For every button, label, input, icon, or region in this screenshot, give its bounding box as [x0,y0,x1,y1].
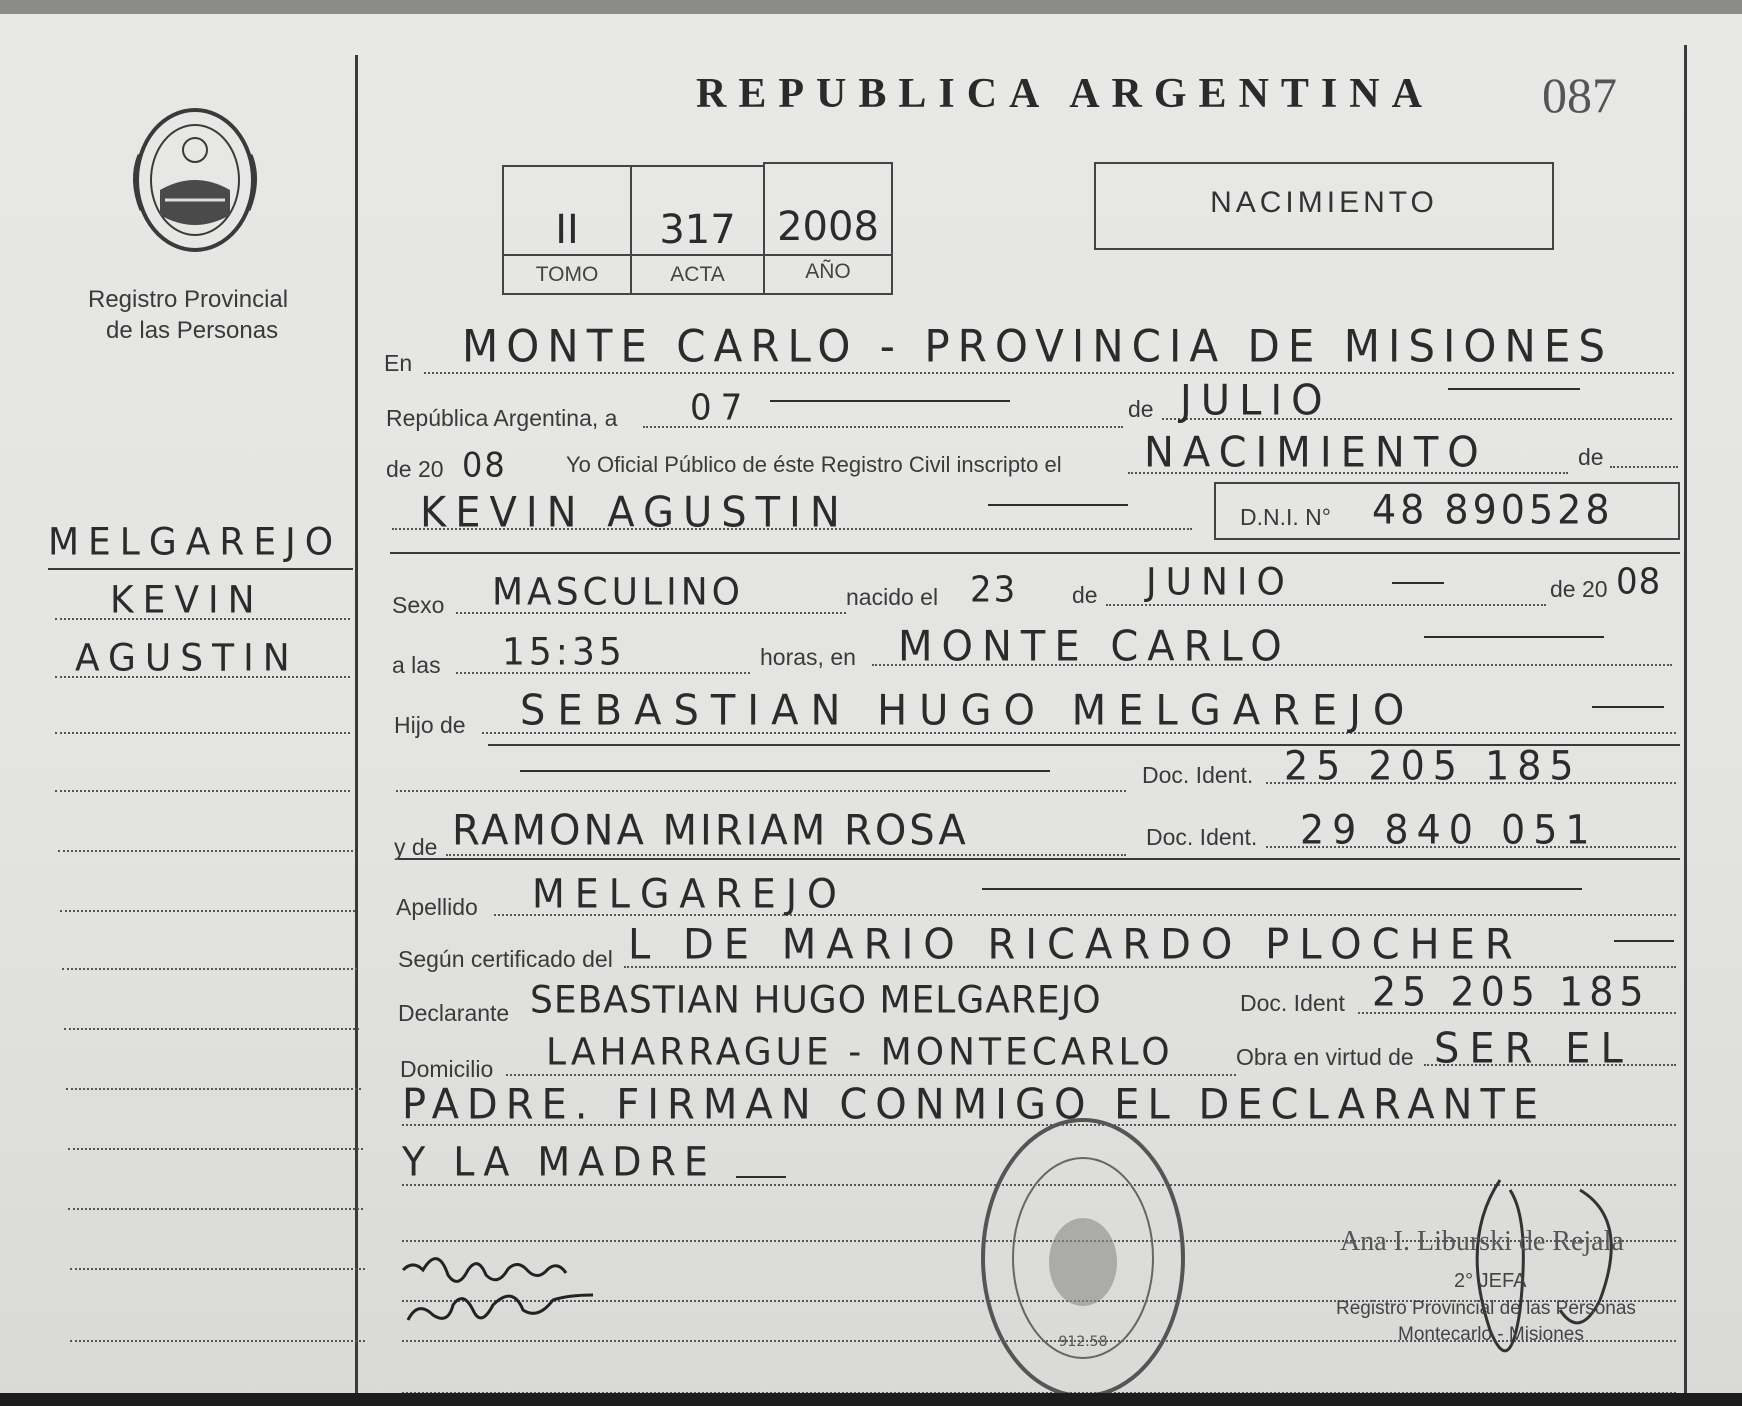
anio-value: 2008 [777,204,879,250]
dotline [1610,466,1678,468]
value-mes: JULIO [1180,376,1332,426]
bottom-edge [0,1393,1742,1406]
label-y-de: y de [394,834,438,860]
label-doc-ident-madre: Doc. Ident. [1146,824,1258,850]
tomo-label: TOMO [535,263,599,286]
margin-underline [48,568,353,570]
top-edge [0,0,1742,14]
label-doc-ident-declarante: Doc. Ident [1240,990,1345,1016]
dotline [392,528,1192,530]
acta-type-box [1094,162,1554,250]
tomo-value: II [555,207,579,253]
margin-rule [355,55,358,1400]
value-madre: RAMONA MIRIAM ROSA [452,806,969,856]
right-rule [1684,45,1687,1400]
margin-dotline [55,618,350,620]
dash [1424,636,1604,638]
value-mes-nac: JUNIO [1146,560,1294,605]
label-hijo-de: Hijo de [394,712,466,738]
label-segun: Según certificado del [398,946,613,972]
value-domicilio: LAHARRAGUE - MONTECARLO [546,1030,1174,1075]
acta-value: 317 [659,207,736,253]
folio-number: 087 [1542,67,1617,123]
svg-text:912.58: 912.58 [1058,1334,1108,1350]
value-obra: SER EL [1434,1024,1633,1074]
label-doc-ident-padre: Doc. Ident. [1142,762,1254,788]
declarant-signature-icon [398,1240,688,1350]
value-certificado: L DE MARIO RICARDO PLOCHER [628,920,1523,970]
label-de: de [1128,396,1154,422]
record-box-divider [504,254,892,256]
label-obra: Obra en virtud de [1236,1044,1414,1070]
anio-cell [763,162,893,295]
value-nombre: KEVIN AGUSTIN [420,488,849,538]
section-rule [398,858,1680,860]
official-name: Ana I. Liburski de Rejala [1340,1226,1624,1257]
acta-cell [630,165,765,295]
dash [1614,940,1674,942]
margin-dotline [66,1088,361,1090]
section-rule [390,552,1680,554]
dash [982,888,1582,890]
label-apellido: Apellido [396,894,478,920]
label-republica: República Argentina, a [386,405,618,431]
tomo-cell [502,165,632,295]
margin-dotline [55,790,350,792]
dotline [424,372,1674,374]
margin-dotline [58,850,353,852]
label-de2000: de 20 [1550,576,1608,602]
official-office: Registro Provincial de las Personas [1336,1298,1636,1319]
dotline [506,1074,1236,1076]
label-a-las: a las [392,652,441,678]
provincial-seal-icon [120,95,270,265]
registry-line1: Registro Provincial [88,286,289,313]
registry-line2: de las Personas [106,317,279,344]
label-nacido: nacido el [846,584,939,610]
anio-label: AÑO [805,260,851,283]
official-rank: 2° JEFA [1454,1270,1527,1292]
value-doc-declarante: 25 205 185 [1372,968,1650,1016]
official-place: Montecarlo - Misiones [1398,1324,1584,1345]
margin-name2: AGUSTIN [75,636,299,681]
margin-dotline [55,676,350,678]
registry-stamp-icon [976,1112,1190,1404]
value-lugar-nac: MONTE CARLO [898,622,1291,672]
value-anio-nac: 08 [1616,561,1662,603]
value-acto: NACIMIENTO [1144,428,1488,478]
margin-surname: MELGAREJO [48,520,343,565]
value-lugar: MONTE CARLO - PROVINCIA DE MISIONES [462,320,1614,373]
margin-dotline [70,1340,365,1342]
value-declarante: SEBASTIAN HUGO MELGAREJO [530,978,1102,1023]
label-declarante: Declarante [398,1000,510,1026]
label-horas-en: horas, en [760,644,856,670]
country-title: REPUBLICA ARGENTINA [696,71,1434,117]
margin-name1: KEVIN [110,578,264,623]
value-hora: 15:35 [502,630,626,675]
dotline [396,790,1126,792]
dash [988,504,1128,506]
value-apellido: MELGAREJO [532,870,847,918]
value-doc-padre: 25 205 185 [1284,742,1582,790]
value-dia-nac: 23 [970,569,1018,611]
label-yo-oficial: Yo Oficial Público de éste Registro Civil inscripto el [566,452,1062,477]
label-de-acto: de [1578,444,1604,470]
dash [736,1176,786,1178]
dash [1392,582,1444,584]
margin-dotline [55,732,350,734]
value-doc-madre: 29 840 051 [1300,806,1598,854]
label-en: En [384,350,413,376]
margin-dotline [64,1028,359,1030]
dash [1592,706,1664,708]
label-domicilio: Domicilio [400,1056,494,1082]
dotline [1128,472,1568,474]
label-sexo: Sexo [392,592,445,618]
margin-dotline [70,1268,365,1270]
value-anio-corto: 08 [462,445,507,485]
dotline [1106,604,1546,606]
margin-dotline [60,910,355,912]
label-dni: D.N.I. N° [1240,504,1331,530]
dotline [446,854,1126,856]
value-sexo: MASCULINO [492,570,744,615]
margin-dotline [68,1208,363,1210]
dash [770,400,1010,402]
value-obra-cont2: Y LA MADRE [402,1138,716,1186]
margin-dotline [68,1148,363,1150]
dash [1448,388,1580,390]
value-dia: 07 [690,387,752,429]
acta-type: NACIMIENTO [1210,186,1438,219]
value-obra-cont1: PADRE. FIRMAN CONMIGO EL DECLARANTE [402,1080,1547,1130]
dash [520,770,1050,772]
label-de20: de 20 [386,456,444,482]
value-dni: 48 890528 [1372,486,1614,534]
value-padre: SEBASTIAN HUGO MELGAREJO [520,686,1417,736]
label-de-mes: de [1072,582,1098,608]
margin-dotline [62,968,357,970]
dni-box [1214,482,1680,540]
acta-label: ACTA [670,263,725,286]
